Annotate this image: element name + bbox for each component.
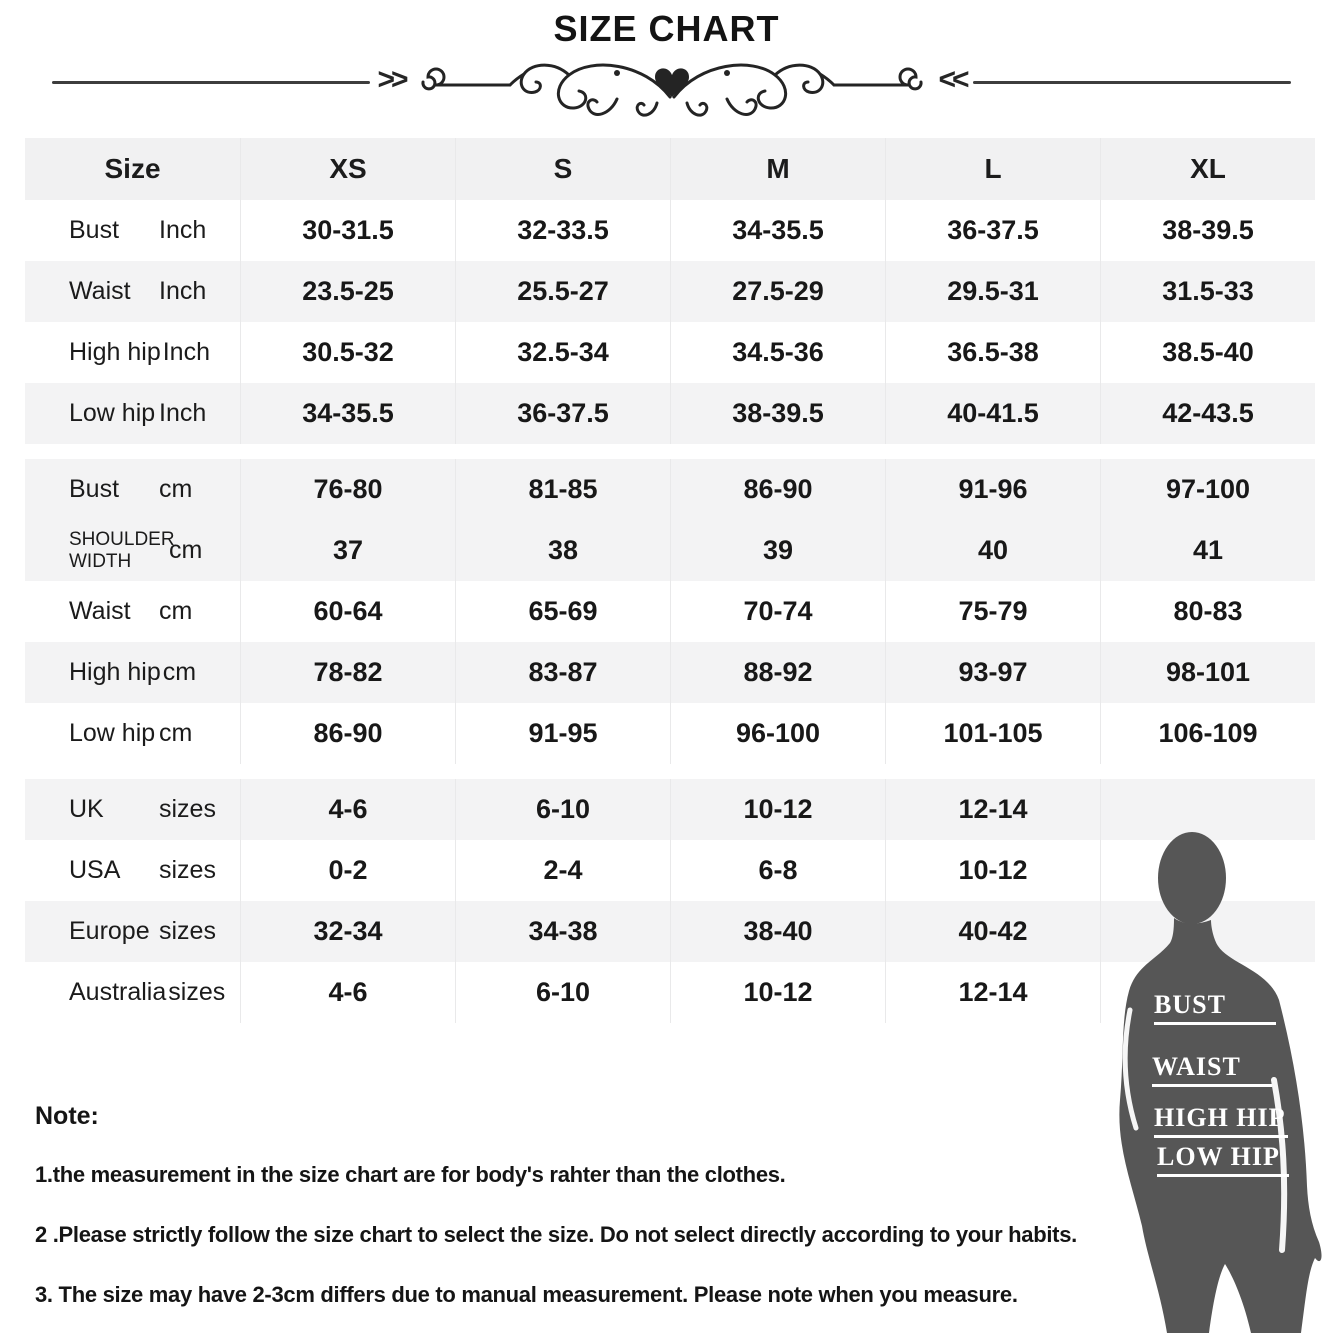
- notes-section: [35, 1102, 1077, 1307]
- table-row: [25, 703, 1315, 764]
- size-value-cell: 38-40: [670, 901, 885, 962]
- measurement-unit: sizes: [159, 856, 216, 884]
- row-label-cell: [25, 581, 240, 642]
- measurement-name: Europe: [69, 917, 150, 945]
- size-value-cell: 32-34: [240, 901, 455, 962]
- row-label-cell: [25, 520, 240, 581]
- size-value-cell: 4-6: [240, 962, 455, 1023]
- measurement-name: High hip: [69, 338, 161, 366]
- measurement-name: SHOULDER WIDTH: [69, 528, 175, 572]
- size-value-cell: 38: [455, 520, 670, 581]
- size-value-cell: 2-4: [455, 840, 670, 901]
- body-silhouette: [1068, 828, 1333, 1333]
- measurement-unit: cm: [159, 719, 193, 747]
- column-header: Size: [104, 153, 161, 184]
- table-row: [25, 459, 1315, 520]
- table-group: [25, 459, 1315, 764]
- measurement-unit: Inch: [159, 216, 207, 244]
- row-label-cell: [25, 962, 240, 1023]
- size-value-cell: 86-90: [240, 703, 455, 764]
- size-value-cell: 41: [1100, 520, 1315, 581]
- size-value-cell: 40: [885, 520, 1100, 581]
- figure-label-high-hip: HIGH HIP: [1154, 1105, 1288, 1138]
- size-value-cell: 34-35.5: [240, 383, 455, 444]
- row-label-cell: [25, 703, 240, 764]
- size-value-cell: 70-74: [670, 581, 885, 642]
- chevron-left-icon: <<: [938, 63, 966, 96]
- size-value-cell: 36-37.5: [885, 200, 1100, 261]
- size-value-cell: 10-12: [670, 962, 885, 1023]
- note-item: 2 .Please strictly follow the size chart to select the size. Do not select directly according to your habits.: [35, 1222, 1077, 1247]
- figure-label-waist: WAIST: [1152, 1054, 1272, 1087]
- size-value-cell: 38.5-40: [1100, 322, 1315, 383]
- size-value-cell: 10-12: [885, 840, 1100, 901]
- size-value-cell: 39: [670, 520, 885, 581]
- measurement-name: Waist: [69, 277, 131, 305]
- table-group: [25, 200, 1315, 444]
- table-row: [25, 261, 1315, 322]
- size-value-cell: 78-82: [240, 642, 455, 703]
- size-value-cell: 98-101: [1100, 642, 1315, 703]
- column-header: L: [885, 138, 1100, 200]
- size-value-cell: 27.5-29: [670, 261, 885, 322]
- note-item: 1.the measurement in the size chart are for body's rahter than the clothes.: [35, 1162, 786, 1187]
- measurement-unit: sizes: [159, 917, 216, 945]
- size-value-cell: 31.5-33: [1100, 261, 1315, 322]
- size-value-cell: 91-95: [455, 703, 670, 764]
- table-row: [25, 322, 1315, 383]
- measurement-name: USA: [69, 856, 121, 884]
- size-value-cell: 93-97: [885, 642, 1100, 703]
- column-header: XL: [1100, 138, 1315, 200]
- column-header: XS: [240, 138, 455, 200]
- measurement-unit: cm: [169, 536, 203, 564]
- size-value-cell: 6-10: [455, 962, 670, 1023]
- row-label-cell: [25, 261, 240, 322]
- size-value-cell: 12-14: [885, 779, 1100, 840]
- size-value-cell: 12-14: [885, 962, 1100, 1023]
- size-value-cell: 91-96: [885, 459, 1100, 520]
- measurement-unit: cm: [162, 658, 197, 686]
- measurement-unit: sizes: [159, 795, 216, 823]
- size-value-cell: 38-39.5: [670, 383, 885, 444]
- size-value-cell: 34-35.5: [670, 200, 885, 261]
- size-value-cell: 65-69: [455, 581, 670, 642]
- size-value-cell: 60-64: [240, 581, 455, 642]
- figure-label-low-hip: LOW HIP: [1157, 1144, 1289, 1177]
- measurement-unit: sizes: [168, 978, 226, 1006]
- row-label-cell: [25, 901, 240, 962]
- measurement-name: Bust: [69, 216, 120, 244]
- flourish-ornament-icon: [412, 47, 932, 117]
- size-value-cell: 4-6: [240, 779, 455, 840]
- row-label-cell: [25, 840, 240, 901]
- divider-line-right: [973, 81, 1291, 84]
- size-value-cell: 80-83: [1100, 581, 1315, 642]
- divider-line-left: [52, 81, 370, 84]
- size-value-cell: 32-33.5: [455, 200, 670, 261]
- decorative-divider: [52, 54, 1291, 110]
- size-value-cell: 81-85: [455, 459, 670, 520]
- size-value-cell: 36-37.5: [455, 383, 670, 444]
- size-value-cell: 40-42: [885, 901, 1100, 962]
- size-value-cell: 83-87: [455, 642, 670, 703]
- size-value-cell: 0-2: [240, 840, 455, 901]
- size-value-cell: 10-12: [670, 779, 885, 840]
- size-value-cell: 42-43.5: [1100, 383, 1315, 444]
- size-value-cell: 29.5-31: [885, 261, 1100, 322]
- column-header: S: [455, 138, 670, 200]
- table-row: [25, 200, 1315, 261]
- measurement-name: Waist: [69, 597, 131, 625]
- notes-heading: Note:: [35, 1102, 99, 1130]
- measurement-unit: Inch: [159, 399, 207, 427]
- table-row: [25, 642, 1315, 703]
- size-value-cell: 32.5-34: [455, 322, 670, 383]
- size-value-cell: 34-38: [455, 901, 670, 962]
- measurement-unit: Inch: [162, 338, 210, 366]
- table-row: [25, 383, 1315, 444]
- measurement-unit: cm: [159, 597, 193, 625]
- measurement-unit: Inch: [159, 277, 207, 305]
- size-value-cell: 6-8: [670, 840, 885, 901]
- size-value-cell: 86-90: [670, 459, 885, 520]
- size-value-cell: 75-79: [885, 581, 1100, 642]
- row-label-cell: [25, 322, 240, 383]
- size-value-cell: 37: [240, 520, 455, 581]
- measurement-name: Australia: [69, 978, 167, 1006]
- measurement-unit: cm: [159, 475, 193, 503]
- size-value-cell: 6-10: [455, 779, 670, 840]
- measurement-name: Bust: [69, 475, 120, 503]
- page-title: SIZE CHART: [553, 8, 780, 49]
- size-value-cell: 30.5-32: [240, 322, 455, 383]
- size-value-cell: 38-39.5: [1100, 200, 1315, 261]
- row-label-cell: [25, 200, 240, 261]
- note-item: 3. The size may have 2-3cm differs due to manual measurement. Please note when you measure.: [35, 1282, 1018, 1307]
- chevron-right-icon: >>: [377, 63, 405, 96]
- size-value-cell: 40-41.5: [885, 383, 1100, 444]
- row-label-cell: [25, 642, 240, 703]
- size-value-cell: 23.5-25: [240, 261, 455, 322]
- size-value-cell: 96-100: [670, 703, 885, 764]
- row-label-cell: [25, 383, 240, 444]
- size-value-cell: 34.5-36: [670, 322, 885, 383]
- size-value-cell: 101-105: [885, 703, 1100, 764]
- measurement-name: Low hip: [69, 719, 156, 747]
- figure-label-bust: BUST: [1154, 992, 1276, 1025]
- measurement-name: Low hip: [69, 399, 156, 427]
- table-header-row: [25, 138, 1315, 200]
- size-value-cell: 30-31.5: [240, 200, 455, 261]
- row-label-cell: [25, 779, 240, 840]
- measurement-name: High hip: [69, 658, 161, 686]
- table-row: [25, 581, 1315, 642]
- measurement-name: UK: [69, 795, 104, 823]
- size-value-cell: 76-80: [240, 459, 455, 520]
- row-label-cell: [25, 459, 240, 520]
- size-value-cell: 25.5-27: [455, 261, 670, 322]
- size-value-cell: 106-109: [1100, 703, 1315, 764]
- table-row: [25, 520, 1315, 581]
- column-header: M: [670, 138, 885, 200]
- size-value-cell: 88-92: [670, 642, 885, 703]
- size-value-cell: 97-100: [1100, 459, 1315, 520]
- size-value-cell: 36.5-38: [885, 322, 1100, 383]
